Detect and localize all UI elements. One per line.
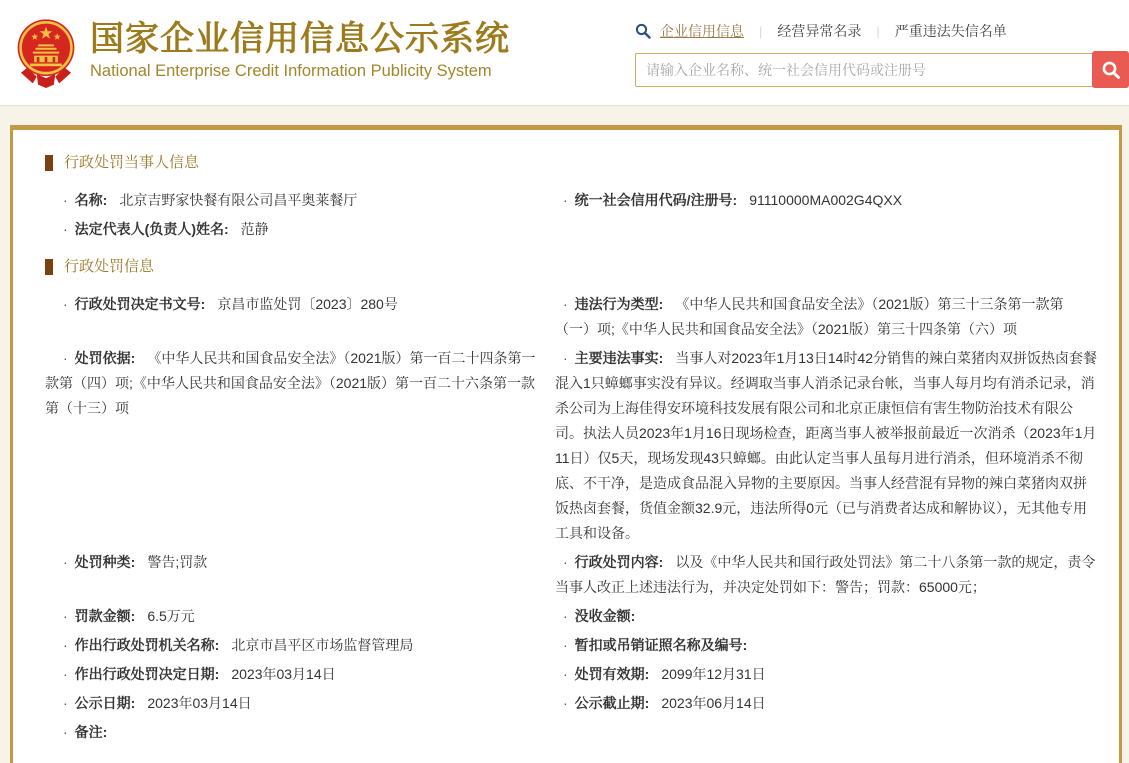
field-label: 罚款金额: bbox=[74, 608, 136, 624]
search-icon bbox=[1101, 60, 1121, 80]
field-bullet: · bbox=[63, 695, 68, 711]
field-value: 2023年03月14日 bbox=[147, 695, 252, 711]
logo-area bbox=[0, 0, 510, 89]
nav-separator: | bbox=[759, 23, 763, 39]
field-value: 6.5万元 bbox=[147, 608, 195, 624]
field-row bbox=[45, 633, 1097, 658]
field-row bbox=[45, 662, 1097, 687]
nav-link-2[interactable]: 严重违法失信名单 bbox=[894, 23, 1007, 39]
field-bullet: · bbox=[63, 192, 68, 208]
top-nav bbox=[635, 21, 1129, 41]
field-label: 暂扣或吊销证照名称及编号: bbox=[574, 637, 748, 653]
field-cell-left bbox=[45, 633, 555, 658]
section-title bbox=[45, 150, 1097, 175]
field-value: 范静 bbox=[240, 221, 269, 237]
field-value: 警告;罚款 bbox=[147, 554, 208, 570]
national-emblem-logo bbox=[13, 17, 79, 89]
field-row bbox=[45, 691, 1097, 716]
header-right bbox=[635, 0, 1129, 88]
section-marker bbox=[45, 259, 53, 275]
field-cell-left bbox=[45, 550, 555, 575]
nav-separator: | bbox=[876, 23, 880, 39]
field-label: 法定代表人(负责人)姓名: bbox=[74, 221, 229, 237]
section-1 bbox=[45, 254, 1097, 745]
field-cell-right bbox=[555, 662, 1097, 687]
field-cell-left bbox=[45, 691, 555, 716]
field-value: 《中华人民共和国食品安全法》（2021版）第一百二十四条第一款第（四）项;《中华人民共和国食品安全法》（2021版）第一百二十六条第一款第（十三）项 bbox=[45, 350, 536, 416]
field-value: 以及《中华人民共和国行政处罚法》第二十八条第一款的规定，责令当事人改正上述违法行为，并决定处罚如下：警告；罚款：65000元； bbox=[555, 554, 1096, 595]
field-cell-left bbox=[45, 662, 555, 687]
field-value: 京昌市监处罚〔2023〕280号 bbox=[217, 296, 398, 312]
field-label: 处罚种类: bbox=[74, 554, 136, 570]
field-label: 行政处罚内容: bbox=[574, 554, 664, 570]
field-row bbox=[45, 217, 1097, 242]
field-label: 违法行为类型: bbox=[574, 296, 664, 312]
site-subtitle: National Enterprise Credit Information Publicity System bbox=[90, 62, 492, 81]
field-row bbox=[45, 720, 1097, 745]
field-cell-right bbox=[555, 346, 1097, 546]
main-area bbox=[0, 106, 1129, 763]
field-label: 处罚有效期: bbox=[574, 666, 650, 682]
site-title: 国家企业信用信息公示系统 bbox=[90, 20, 510, 58]
search-button[interactable] bbox=[1092, 51, 1129, 88]
field-bullet: · bbox=[563, 608, 568, 624]
field-value: 北京市昌平区市场监督管理局 bbox=[231, 637, 414, 653]
field-bullet: · bbox=[63, 666, 68, 682]
section-0 bbox=[45, 150, 1097, 242]
field-row bbox=[45, 604, 1097, 629]
search-icon bbox=[635, 23, 651, 39]
field-row bbox=[45, 188, 1097, 213]
field-bullet: · bbox=[563, 192, 568, 208]
nav-link-0[interactable]: 企业信用信息 bbox=[660, 23, 744, 39]
field-value: 2023年03月14日 bbox=[231, 666, 336, 682]
field-label: 作出行政处罚决定日期: bbox=[74, 666, 220, 682]
field-bullet: · bbox=[63, 221, 68, 237]
field-bullet: · bbox=[563, 350, 568, 366]
field-cell-left bbox=[45, 292, 555, 317]
field-bullet: · bbox=[563, 695, 568, 711]
title-block bbox=[90, 17, 510, 81]
field-row bbox=[45, 292, 1097, 342]
field-cell-left bbox=[45, 188, 555, 213]
field-bullet: · bbox=[563, 666, 568, 682]
field-row bbox=[45, 550, 1097, 600]
field-bullet: · bbox=[63, 637, 68, 653]
field-cell-right bbox=[555, 691, 1097, 716]
field-value: 当事人对2023年1月13日14时42分销售的辣白菜猪肉双拼饭热卤套餐混入1只蟑螂事实没有异议。经调取当事人消杀记录台帐，当事人每月均有消杀记录，消杀公司为上海佳得安环境科技发展有限公司和北京正康恒信有害生物防治技术有限公司。执法人员2023年1月16日现场检查，距离当事人被举报前最近一次消杀（2023年1月11日）仅5天，现场发现43只蟑螂。由此认定当事人虽每月进行消杀，但环境消杀不彻底、不干净，是造成食品混入异物的主要原因。当事人经营混有异物的辣白菜猪肉双拼饭热卤套餐，货值金额32.9元，违法所得0元（已与消费者达成和解协议），无其他专用工具和设备。 bbox=[555, 350, 1097, 541]
field-label: 主要违法事实: bbox=[574, 350, 664, 366]
field-cell-right bbox=[555, 550, 1097, 600]
field-label: 公示截止期: bbox=[574, 695, 650, 711]
field-value: 《中华人民共和国食品安全法》（2021版）第三十三条第一款第（一）项;《中华人民共和国食品安全法》（2021版）第三十四条第（六）项 bbox=[555, 296, 1064, 337]
field-label: 作出行政处罚机关名称: bbox=[74, 637, 220, 653]
field-cell-left bbox=[45, 217, 555, 242]
field-label: 公示日期: bbox=[74, 695, 136, 711]
field-label: 备注: bbox=[74, 724, 108, 740]
field-bullet: · bbox=[63, 608, 68, 624]
field-label: 名称: bbox=[74, 192, 108, 208]
section-title bbox=[45, 254, 1097, 279]
field-cell-left bbox=[45, 604, 555, 629]
section-title-text: 行政处罚信息 bbox=[64, 258, 155, 275]
field-bullet: · bbox=[63, 554, 68, 570]
field-bullet: · bbox=[63, 724, 68, 740]
nav-link-1[interactable]: 经营异常名录 bbox=[777, 23, 862, 39]
field-label: 行政处罚决定书文号: bbox=[74, 296, 206, 312]
site-header bbox=[0, 0, 1129, 106]
field-label: 没收金额: bbox=[574, 608, 636, 624]
field-cell-right bbox=[555, 604, 1097, 629]
field-label: 处罚依据: bbox=[74, 350, 136, 366]
section-title-text: 行政处罚当事人信息 bbox=[64, 154, 200, 171]
field-cell-right bbox=[555, 292, 1097, 342]
field-label: 统一社会信用代码/注册号: bbox=[574, 192, 738, 208]
search-input[interactable] bbox=[635, 53, 1093, 87]
field-value: 北京吉野家快餐有限公司昌平奥莱餐厅 bbox=[119, 192, 358, 208]
field-cell-right bbox=[555, 633, 1097, 658]
search-bar bbox=[635, 51, 1129, 88]
field-bullet: · bbox=[563, 296, 568, 312]
field-bullet: · bbox=[63, 350, 68, 366]
penalty-card bbox=[10, 125, 1122, 763]
field-bullet: · bbox=[563, 637, 568, 653]
field-bullet: · bbox=[563, 554, 568, 570]
field-value: 2099年12月31日 bbox=[661, 666, 766, 682]
field-value: 2023年06月14日 bbox=[661, 695, 766, 711]
field-cell-left bbox=[45, 346, 555, 421]
field-row bbox=[45, 346, 1097, 546]
field-cell-right bbox=[555, 188, 1097, 213]
field-value: 91110000MA002G4QXX bbox=[749, 192, 903, 208]
field-cell-left bbox=[45, 720, 555, 745]
section-marker bbox=[45, 155, 53, 171]
field-bullet: · bbox=[63, 296, 68, 312]
